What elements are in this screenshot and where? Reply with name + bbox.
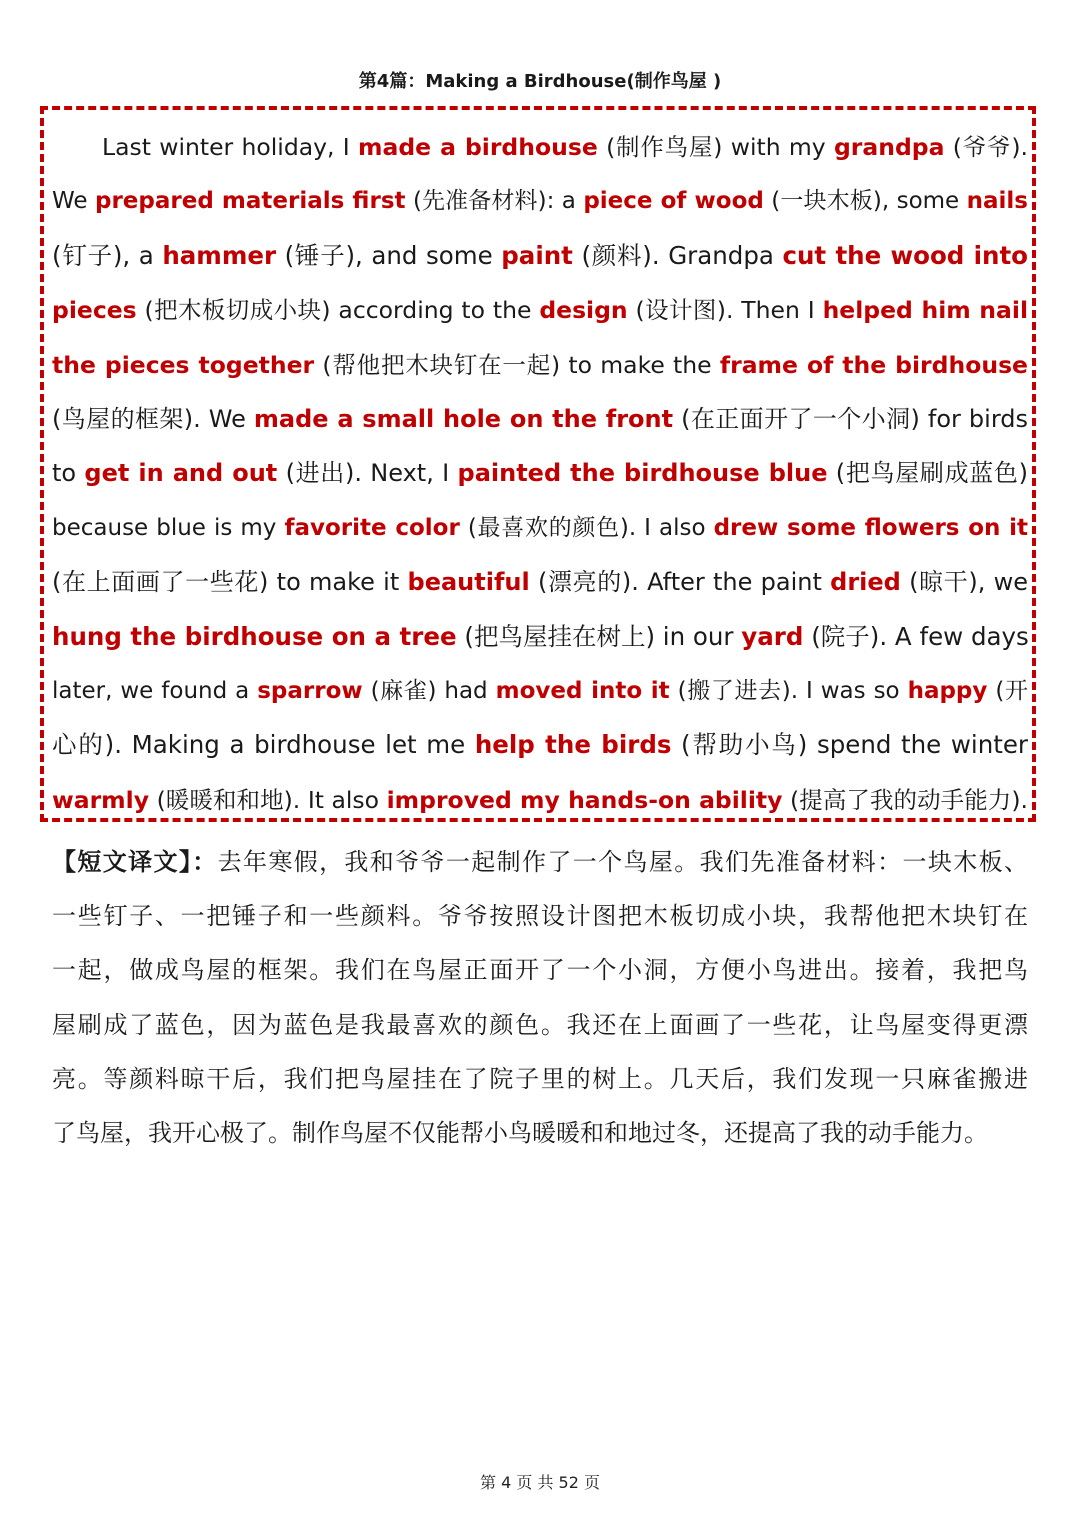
highlighted-phrase: warmly [52, 785, 150, 814]
highlighted-phrase: piece of wood [583, 188, 764, 215]
passage-text: (先准备材料): a [405, 188, 584, 215]
highlighted-phrase: made a small hole on the front [253, 404, 674, 433]
passage-line [52, 179, 1028, 233]
passage-text: to [52, 459, 85, 488]
highlighted-phrase: nails [966, 188, 1028, 215]
highlighted-phrase: the pieces together [52, 350, 315, 379]
passage-text: (一块木板), some [763, 188, 967, 215]
passage-text: (院子). A few days [803, 621, 1029, 651]
passage-line [52, 288, 1028, 342]
passage-line [52, 615, 1028, 669]
passage-line [52, 451, 1028, 505]
passage-text: Last winter holiday, I [102, 133, 359, 161]
translation-label: 【短文译文】： [52, 848, 218, 876]
passage-text: (把木板切成小块) according to the [136, 296, 540, 325]
translation-line [52, 1057, 1028, 1111]
passage-text: because blue is my [52, 514, 285, 541]
highlighted-phrase: help the birds [474, 730, 672, 760]
translation-section [52, 840, 1028, 1165]
highlighted-phrase: improved my hands-on ability [386, 785, 783, 814]
translation-line [52, 1003, 1028, 1057]
passage-line [52, 506, 1028, 560]
passage-line [52, 125, 1028, 179]
highlighted-phrase: dried [830, 568, 901, 597]
passage-text: (开 [987, 677, 1028, 704]
highlighted-phrase: hung the birdhouse on a tree [52, 621, 457, 651]
passage-text: (搬了进去). I was so [669, 677, 908, 704]
page-title: 第4篇：Making a Birdhouse(制作鸟屋 ) [358, 71, 722, 92]
passage-text: (在上面画了一些花) to make it [52, 568, 408, 597]
passage-text: (麻雀) had [362, 677, 496, 704]
translation-text: 亮。等颜料晾干后，我们把鸟屋挂在了院子里的树上。几天后，我们发现一只麻雀搬进 [52, 1064, 1028, 1093]
highlighted-phrase: yard [741, 621, 804, 651]
passage-text: (钉子), a [52, 240, 163, 270]
highlighted-phrase: paint [501, 240, 573, 270]
passage-text: (鸟屋的框架). We [52, 404, 254, 433]
highlighted-phrase: beautiful [407, 568, 530, 597]
highlighted-phrase: design [539, 296, 628, 325]
highlighted-phrase: grandpa [833, 133, 945, 161]
passage-text: (在正面开了一个小洞) for birds [673, 404, 1028, 433]
passage-text: (帮助小鸟) spend the winter [671, 730, 1028, 760]
highlighted-phrase: helped him nail [822, 296, 1029, 325]
passage-text: (把鸟屋挂在树上) in our [456, 621, 742, 651]
highlighted-phrase: happy [907, 677, 988, 704]
passage-line [52, 723, 1028, 777]
passage-text: (锤子), and some [276, 240, 502, 270]
highlighted-phrase: cut the wood into [782, 240, 1029, 270]
translation-line [52, 948, 1028, 1002]
passage-text: (提高了我的动手能力). [782, 785, 1028, 814]
highlighted-phrase: painted the birdhouse blue [457, 459, 828, 488]
passage-text: (暖暖和和地). It also [149, 785, 387, 814]
highlighted-phrase: sparrow [257, 677, 363, 704]
translation-line [52, 840, 1028, 894]
passage-text: We [52, 188, 95, 215]
passage-line [52, 343, 1028, 397]
passage-line [52, 669, 1028, 723]
passage-text: 心的). Making a birdhouse let me [52, 730, 475, 760]
translation-text: 去年寒假，我和爷爷一起制作了一个鸟屋。我们先准备材料：一块木板、 [217, 848, 1029, 876]
highlighted-phrase: frame of the birdhouse [719, 350, 1028, 379]
passage-text: (帮他把木块钉在一起) to make the [314, 350, 720, 379]
passage-text: (晾干), we [900, 568, 1029, 597]
passage-text: (漂亮的). After the paint [529, 568, 831, 597]
highlighted-phrase: prepared materials first [94, 188, 406, 215]
highlighted-phrase: moved into it [495, 677, 670, 704]
passage-text: (把鸟屋刷成蓝色) [827, 459, 1028, 488]
passage-text: (制作鸟屋) with my [597, 133, 834, 161]
translation-text: 了鸟屋，我开心极了。制作鸟屋不仅能帮小鸟暖暖和和地过冬，还提高了我的动手能力。 [52, 1118, 988, 1147]
highlighted-phrase: made a birdhouse [358, 133, 598, 161]
passage-text: later, we found a [52, 677, 258, 704]
passage-line [52, 234, 1028, 288]
translation-line [52, 894, 1028, 948]
translation-text: 屋刷成了蓝色，因为蓝色是我最喜欢的颜色。我还在上面画了一些花，让鸟屋变得更漂 [52, 1010, 1028, 1039]
highlighted-phrase: pieces [52, 296, 137, 325]
highlighted-phrase: drew some flowers on it [713, 514, 1028, 541]
passage-text: (颜料). Grandpa [572, 240, 783, 270]
passage-text: (设计图). Then I [627, 296, 823, 325]
passage-line [52, 397, 1028, 451]
english-passage [52, 125, 1028, 832]
passage-text: (进出). Next, I [277, 459, 458, 488]
translation-line [52, 1111, 1028, 1165]
translation-text: 一些钉子、一把锤子和一些颜料。爷爷按照设计图把木板切成小块，我帮他把木块钉在 [52, 902, 1028, 931]
highlighted-phrase: favorite color [284, 514, 460, 541]
passage-line [52, 778, 1028, 832]
highlighted-phrase: get in and out [84, 459, 278, 488]
passage-text: (最喜欢的颜色). I also [459, 514, 714, 541]
passage-line [52, 560, 1028, 614]
passage-text: (爷爷). [944, 133, 1029, 161]
translation-text: 一起，做成鸟屋的框架。我们在鸟屋正面开了一个小洞，方便小鸟进出。接着，我把鸟 [52, 956, 1028, 985]
page-footer: 第 4 页 共 52 页 [480, 1473, 600, 1492]
highlighted-phrase: hammer [162, 240, 277, 270]
